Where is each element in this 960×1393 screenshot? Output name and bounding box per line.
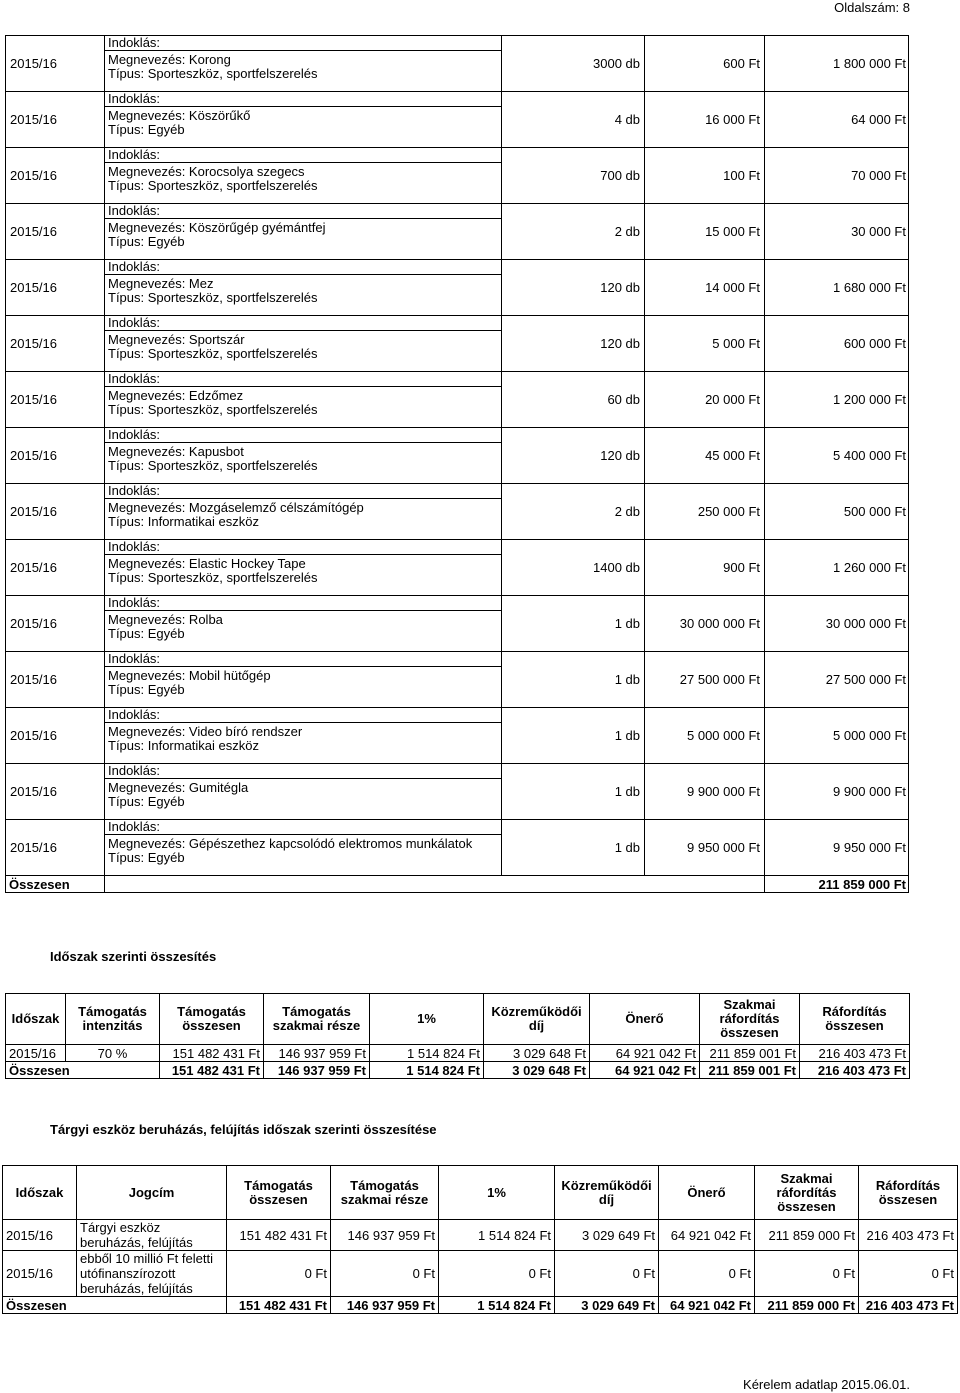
item-total: 1 800 000 Ft	[765, 36, 909, 92]
item-reason-label: Indoklás:	[105, 596, 501, 611]
asset-cell: 146 937 959 Ft	[331, 1220, 439, 1251]
item-row	[6, 540, 909, 596]
item-type: Típus: Egyéb	[108, 625, 185, 641]
asset-total-cell: 3 029 649 Ft	[555, 1297, 659, 1314]
footer-date: Kérelem adatlap 2015.06.01.	[743, 1377, 910, 1392]
item-total: 1 260 000 Ft	[765, 540, 909, 596]
asset-cell: 0 Ft	[227, 1251, 331, 1297]
item-unit-price: 27 500 000 Ft	[645, 652, 765, 708]
item-quantity: 2 db	[502, 204, 645, 260]
period-total-row	[6, 1062, 910, 1079]
item-total: 9 950 000 Ft	[765, 820, 909, 876]
item-type: Típus: Sporteszköz, sportfelszerelés	[108, 65, 318, 81]
item-row	[6, 596, 909, 652]
item-description	[105, 428, 502, 484]
item-description	[105, 764, 502, 820]
period-header: 1%	[370, 994, 484, 1045]
asset-cell: 3 029 649 Ft	[555, 1220, 659, 1251]
item-type: Típus: Egyéb	[108, 233, 185, 249]
asset-row	[3, 1220, 958, 1251]
period-cell: 146 937 959 Ft	[264, 1045, 370, 1062]
item-period: 2015/16	[6, 820, 105, 876]
item-name: Megnevezés: Korong	[108, 52, 231, 67]
item-type: Típus: Sporteszköz, sportfelszerelés	[108, 401, 318, 417]
item-period: 2015/16	[6, 428, 105, 484]
period-total-cell: 211 859 001 Ft	[700, 1062, 800, 1079]
item-row	[6, 92, 909, 148]
item-total: 500 000 Ft	[765, 484, 909, 540]
item-reason-label: Indoklás:	[105, 540, 501, 555]
item-reason-label: Indoklás:	[105, 36, 501, 51]
period-cell: 1 514 824 Ft	[370, 1045, 484, 1062]
item-row	[6, 260, 909, 316]
period-summary-title: Időszak szerinti összesítés	[50, 949, 217, 964]
item-description	[105, 260, 502, 316]
item-period: 2015/16	[6, 92, 105, 148]
item-reason-label: Indoklás:	[105, 652, 501, 667]
item-period: 2015/16	[6, 708, 105, 764]
item-description	[105, 652, 502, 708]
item-total: 1 680 000 Ft	[765, 260, 909, 316]
item-unit-price: 5 000 Ft	[645, 316, 765, 372]
item-period: 2015/16	[6, 36, 105, 92]
item-total: 9 900 000 Ft	[765, 764, 909, 820]
item-type: Típus: Informatikai eszköz	[108, 737, 259, 753]
item-name: Megnevezés: Mez	[108, 276, 214, 291]
asset-header: Közreműködői díj	[555, 1166, 659, 1220]
asset-header: Ráfordítás összesen	[859, 1166, 958, 1220]
item-description	[105, 820, 502, 876]
item-type: Típus: Egyéb	[108, 121, 185, 137]
item-type: Típus: Sporteszköz, sportfelszerelés	[108, 177, 318, 193]
item-row	[6, 36, 909, 92]
item-type: Típus: Sporteszköz, sportfelszerelés	[108, 457, 318, 473]
item-quantity: 120 db	[502, 260, 645, 316]
items-table	[5, 35, 909, 893]
asset-total-cell: Összesen	[3, 1297, 227, 1314]
items-sum-row	[6, 876, 909, 893]
asset-total-cell: 216 403 473 Ft	[859, 1297, 958, 1314]
asset-total-cell: 64 921 042 Ft	[659, 1297, 755, 1314]
item-unit-price: 5 000 000 Ft	[645, 708, 765, 764]
item-description	[105, 316, 502, 372]
period-total-cell: Összesen	[6, 1062, 160, 1079]
asset-total-cell: 211 859 000 Ft	[755, 1297, 859, 1314]
asset-total-row	[3, 1297, 958, 1314]
item-name: Megnevezés: Sportszár	[108, 332, 245, 347]
item-quantity: 120 db	[502, 316, 645, 372]
period-header: Támogatás összesen	[160, 994, 264, 1045]
item-quantity: 1 db	[502, 596, 645, 652]
asset-cell: 2015/16	[3, 1220, 77, 1251]
item-unit-price: 250 000 Ft	[645, 484, 765, 540]
item-unit-price: 600 Ft	[645, 36, 765, 92]
item-total: 30 000 000 Ft	[765, 596, 909, 652]
items-sum-total: 211 859 000 Ft	[765, 876, 909, 893]
item-period: 2015/16	[6, 316, 105, 372]
item-unit-price: 9 900 000 Ft	[645, 764, 765, 820]
item-row	[6, 764, 909, 820]
item-description	[105, 540, 502, 596]
item-quantity: 1 db	[502, 820, 645, 876]
item-row	[6, 652, 909, 708]
item-unit-price: 16 000 Ft	[645, 92, 765, 148]
period-header: Időszak	[6, 994, 66, 1045]
asset-header: Jogcím	[77, 1166, 227, 1220]
item-name: Megnevezés: Gumitégla	[108, 780, 249, 795]
item-description	[105, 204, 502, 260]
period-cell: 216 403 473 Ft	[800, 1045, 910, 1062]
item-type: Típus: Egyéb	[108, 681, 185, 697]
asset-cell: 216 403 473 Ft	[859, 1220, 958, 1251]
period-header: Szakmai ráfordítás összesen	[700, 994, 800, 1045]
item-name: Megnevezés: Mozgáselemző célszámítógép	[108, 500, 364, 515]
item-description	[105, 372, 502, 428]
period-total-cell: 1 514 824 Ft	[370, 1062, 484, 1079]
item-reason-label: Indoklás:	[105, 204, 501, 219]
item-row	[6, 820, 909, 876]
item-reason-label: Indoklás:	[105, 92, 501, 107]
items-sum-spacer	[105, 876, 765, 893]
item-description	[105, 92, 502, 148]
item-quantity: 4 db	[502, 92, 645, 148]
item-unit-price: 30 000 000 Ft	[645, 596, 765, 652]
item-type: Típus: Sporteszköz, sportfelszerelés	[108, 569, 318, 585]
item-quantity: 3000 db	[502, 36, 645, 92]
asset-cell: 0 Ft	[555, 1251, 659, 1297]
item-row	[6, 484, 909, 540]
item-type: Típus: Sporteszköz, sportfelszerelés	[108, 345, 318, 361]
item-name: Megnevezés: Mobil hütőgép	[108, 668, 271, 683]
item-description	[105, 596, 502, 652]
period-cell: 211 859 001 Ft	[700, 1045, 800, 1062]
period-total-cell: 3 029 648 Ft	[484, 1062, 590, 1079]
item-total: 64 000 Ft	[765, 92, 909, 148]
asset-cell: 2015/16	[3, 1251, 77, 1297]
item-reason-label: Indoklás:	[105, 428, 501, 443]
period-summary-table	[5, 993, 910, 1079]
item-period: 2015/16	[6, 260, 105, 316]
item-quantity: 1400 db	[502, 540, 645, 596]
period-total-cell: 146 937 959 Ft	[264, 1062, 370, 1079]
item-row	[6, 372, 909, 428]
item-total: 27 500 000 Ft	[765, 652, 909, 708]
asset-header: Támogatás összesen	[227, 1166, 331, 1220]
item-unit-price: 45 000 Ft	[645, 428, 765, 484]
item-unit-price: 15 000 Ft	[645, 204, 765, 260]
item-period: 2015/16	[6, 204, 105, 260]
item-reason-label: Indoklás:	[105, 260, 501, 275]
item-reason-label: Indoklás:	[105, 316, 501, 331]
period-total-cell: 216 403 473 Ft	[800, 1062, 910, 1079]
asset-total-cell: 151 482 431 Ft	[227, 1297, 331, 1314]
period-header: Támogatás szakmai része	[264, 994, 370, 1045]
period-cell: 3 029 648 Ft	[484, 1045, 590, 1062]
asset-cell: 0 Ft	[439, 1251, 555, 1297]
period-total-cell: 64 921 042 Ft	[590, 1062, 700, 1079]
item-quantity: 1 db	[502, 652, 645, 708]
asset-cell: 0 Ft	[331, 1251, 439, 1297]
item-total: 600 000 Ft	[765, 316, 909, 372]
item-row	[6, 428, 909, 484]
asset-cell: 211 859 000 Ft	[755, 1220, 859, 1251]
item-period: 2015/16	[6, 484, 105, 540]
asset-cell: 0 Ft	[659, 1251, 755, 1297]
item-quantity: 1 db	[502, 708, 645, 764]
period-total-cell: 151 482 431 Ft	[160, 1062, 264, 1079]
item-description	[105, 484, 502, 540]
item-type: Típus: Informatikai eszköz	[108, 513, 259, 529]
item-unit-price: 100 Ft	[645, 148, 765, 204]
period-header: Támogatás intenzitás	[66, 994, 160, 1045]
period-cell: 2015/16	[6, 1045, 66, 1062]
item-quantity: 60 db	[502, 372, 645, 428]
asset-cell: 64 921 042 Ft	[659, 1220, 755, 1251]
asset-summary-table	[2, 1165, 958, 1314]
asset-header: Szakmai ráfordítás összesen	[755, 1166, 859, 1220]
item-name: Megnevezés: Gépészethez kapcsolódó elektromos munkálatok	[108, 836, 473, 851]
item-type: Típus: Sporteszköz, sportfelszerelés	[108, 289, 318, 305]
item-total: 70 000 Ft	[765, 148, 909, 204]
page-number: Oldalszám: 8	[834, 0, 910, 15]
period-cell: 70 %	[66, 1045, 160, 1062]
item-description	[105, 148, 502, 204]
item-unit-price: 9 950 000 Ft	[645, 820, 765, 876]
asset-header: 1%	[439, 1166, 555, 1220]
period-header: Közreműködői díj	[484, 994, 590, 1045]
item-row	[6, 316, 909, 372]
period-header: Ráfordítás összesen	[800, 994, 910, 1045]
item-name: Megnevezés: Elastic Hockey Tape	[108, 556, 306, 571]
item-total: 30 000 Ft	[765, 204, 909, 260]
period-row	[6, 1045, 910, 1062]
item-row	[6, 148, 909, 204]
item-reason-label: Indoklás:	[105, 764, 501, 779]
item-period: 2015/16	[6, 652, 105, 708]
item-period: 2015/16	[6, 372, 105, 428]
item-name: Megnevezés: Korocsolya szegecs	[108, 164, 305, 179]
period-header: Önerő	[590, 994, 700, 1045]
item-description	[105, 36, 502, 92]
item-type: Típus: Egyéb	[108, 849, 185, 865]
items-sum-label: Összesen	[6, 876, 105, 893]
asset-total-cell: 1 514 824 Ft	[439, 1297, 555, 1314]
item-reason-label: Indoklás:	[105, 820, 501, 835]
item-period: 2015/16	[6, 764, 105, 820]
asset-cell: ebből 10 millió Ft feletti utófinanszírozott beruházás, felújítás	[77, 1251, 227, 1297]
item-unit-price: 14 000 Ft	[645, 260, 765, 316]
item-period: 2015/16	[6, 540, 105, 596]
asset-summary-title: Tárgyi eszköz beruházás, felújítás időszak szerinti összesítése	[50, 1122, 437, 1137]
item-name: Megnevezés: Köszörűkő	[108, 108, 251, 123]
item-total: 5 400 000 Ft	[765, 428, 909, 484]
item-reason-label: Indoklás:	[105, 372, 501, 387]
item-name: Megnevezés: Rolba	[108, 612, 223, 627]
item-quantity: 700 db	[502, 148, 645, 204]
item-description	[105, 708, 502, 764]
item-row	[6, 204, 909, 260]
item-quantity: 2 db	[502, 484, 645, 540]
asset-total-cell: 146 937 959 Ft	[331, 1297, 439, 1314]
asset-header: Önerő	[659, 1166, 755, 1220]
item-name: Megnevezés: Köszörűgép gyémántfej	[108, 220, 326, 235]
item-period: 2015/16	[6, 596, 105, 652]
item-quantity: 120 db	[502, 428, 645, 484]
asset-header: Támogatás szakmai része	[331, 1166, 439, 1220]
item-row	[6, 708, 909, 764]
item-reason-label: Indoklás:	[105, 484, 501, 499]
item-unit-price: 900 Ft	[645, 540, 765, 596]
asset-header: Időszak	[3, 1166, 77, 1220]
asset-cell: 151 482 431 Ft	[227, 1220, 331, 1251]
asset-row	[3, 1251, 958, 1297]
item-period: 2015/16	[6, 148, 105, 204]
asset-cell: 0 Ft	[755, 1251, 859, 1297]
period-cell: 151 482 431 Ft	[160, 1045, 264, 1062]
asset-cell: 0 Ft	[859, 1251, 958, 1297]
item-total: 5 000 000 Ft	[765, 708, 909, 764]
item-name: Megnevezés: Edzőmez	[108, 388, 244, 403]
asset-cell: 1 514 824 Ft	[439, 1220, 555, 1251]
item-reason-label: Indoklás:	[105, 708, 501, 723]
period-cell: 64 921 042 Ft	[590, 1045, 700, 1062]
item-type: Típus: Egyéb	[108, 793, 185, 809]
asset-cell: Tárgyi eszköz beruházás, felújítás	[77, 1220, 227, 1251]
item-total: 1 200 000 Ft	[765, 372, 909, 428]
item-quantity: 1 db	[502, 764, 645, 820]
item-name: Megnevezés: Video bíró rendszer	[108, 724, 303, 739]
item-unit-price: 20 000 Ft	[645, 372, 765, 428]
item-name: Megnevezés: Kapusbot	[108, 444, 244, 459]
item-reason-label: Indoklás:	[105, 148, 501, 163]
